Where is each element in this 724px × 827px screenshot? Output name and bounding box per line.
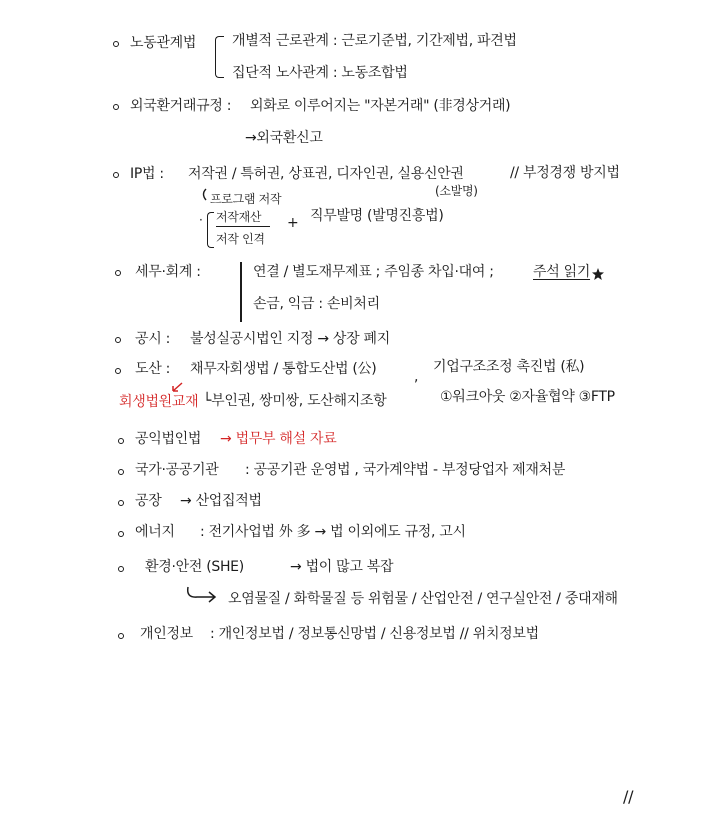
curved-arrow-icon [200,188,210,202]
bankruptcy-comma: , [414,369,419,385]
labor-brace [215,36,224,78]
ip-program-note: 프로그램 저작 [210,192,282,206]
bullet-public-interest [118,438,124,444]
ip-suffix: // 부정경쟁 방지법 [510,165,620,181]
she-sub: 오염물질 / 화학물질 등 위험물 / 산업안전 / 연구실안전 / 중대재해 [228,591,618,607]
tax-label: 세무·회계 : [135,264,201,280]
bullet-disclosure [115,337,121,343]
hook-arrow-icon [185,586,219,604]
she-text: → 법이 많고 복잡 [290,559,394,575]
bullet-tax [115,270,121,276]
tax-brace-line [240,262,242,322]
labor-row-collective: 집단적 노사관계 : 노동조합법 [232,65,408,81]
tax-row-deductible: 손금, 익금 : 손비처리 [253,296,380,312]
factory-text: → 산업집적법 [180,493,262,509]
ip-dot: · [199,213,203,227]
tax-underlined-footnote: 주석 읽기 [533,264,591,280]
forex-sub: →외국환신고 [245,130,323,146]
factory-label: 공장 [135,493,162,509]
labor-label: 노동관계법 [130,35,197,51]
bullet-state [118,469,124,475]
ip-label: IP법 : [130,166,164,182]
bankruptcy-label: 도산 : [135,361,171,377]
bullet-bankruptcy [115,368,121,374]
end-mark: // [623,787,634,806]
ip-small-invention-note: (소발명) [435,184,478,198]
ip-sub-property-underline [216,226,270,227]
bullet-ip [113,172,119,178]
bullet-factory [118,500,124,506]
ip-invention: 직무발명 (발명진흥법) [310,208,444,224]
energy-label: 에너지 [135,524,175,540]
disclosure-text: 불성실공시법인 지정 → 상장 폐지 [190,331,390,347]
ip-sub-property: 저작재산 [216,210,262,224]
ip-brace [207,212,214,248]
bullet-energy [118,531,124,537]
state-label: 국가·공공기관 [135,462,219,478]
tax-row-statements: 연결 / 별도재무제표 ; 주임종 차입·대여 ; [253,264,494,280]
bankruptcy-text: 채무자회생법 / 통합도산법 (公) [190,361,377,377]
forex-label: 외국환거래규정 : [130,98,232,114]
bullet-privacy [118,633,124,639]
state-text: : 공공기관 운영법 , 국가계약법 - 부정당업자 제재처분 [245,462,566,478]
bankruptcy-red-note: 회생법원교재 [119,394,199,410]
public-interest-text: → 법무부 해설 자료 [220,431,337,447]
bullet-labor [113,41,119,47]
forex-text: 외화로 이루어지는 "자본거래" (非경상거래) [250,98,511,114]
bankruptcy-restructuring-act: 기업구조조정 촉진법 (私) [433,359,585,375]
bankruptcy-sub: └부인권, 쌍미쌍, 도산해지조항 [203,393,387,409]
privacy-label: 개인정보 [140,626,193,642]
privacy-text: : 개인정보법 / 정보통신망법 / 신용정보법 // 위치정보법 [210,626,539,642]
labor-row-individual: 개별적 근로관계 : 근로기준법, 기간제법, 파견법 [232,33,517,49]
she-label: 환경·안전 (SHE) [145,559,244,575]
ip-text: 저작권 / 특허권, 상표권, 디자인권, 실용신안권 [188,166,464,182]
public-interest-label: 공익법인법 [135,431,202,447]
ip-plus: + [287,215,299,231]
energy-text: : 전기사업법 外 多 → 법 이외에도 규정, 고시 [200,524,466,540]
bullet-forex [113,104,119,110]
ip-sub-moral: 저작 인격 [216,232,265,246]
star-icon [592,268,604,280]
red-arrow-icon [170,382,184,394]
disclosure-label: 공시 : [135,331,171,347]
bankruptcy-options: ①워크아웃 ②자율협약 ③FTP [440,389,615,405]
bullet-she [118,566,124,572]
